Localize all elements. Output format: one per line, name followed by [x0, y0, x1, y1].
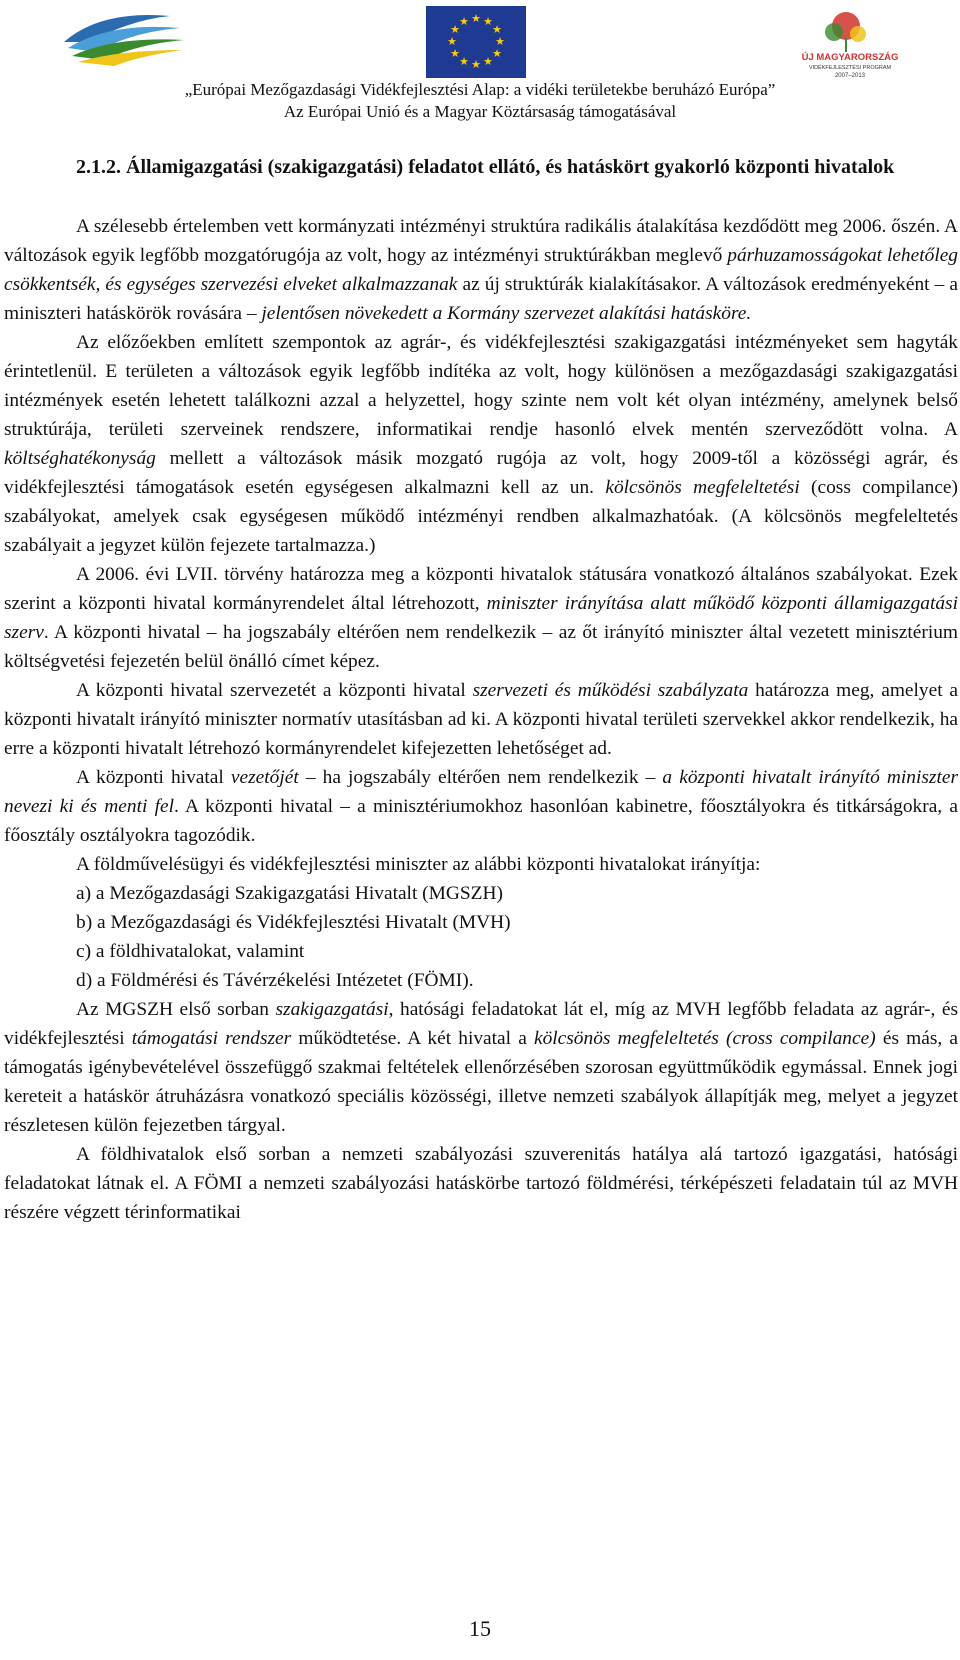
paragraph-8: A földhivatalok első sorban a nemzeti szabályozási szuverenitás hatálya alá tartozó igazgatási, hatósági feladatokat látnak el. A FÖMI a nemzeti szabályozási hatáskörbe tartozó földmérési, térképészeti feladatain túl az MVH részére végzett térinformatikai — [4, 1144, 958, 1223]
document-body — [4, 152, 958, 1227]
text-run: működtetése. A két hivatal a — [291, 1028, 534, 1049]
text-run: . A központi hivatal – ha jogszabály eltérően nem rendelkezik – az őt irányító miniszter által vezetett minisztérium költségvetési fejezetén belül önálló címet képez. — [4, 622, 958, 672]
text-run: és más, a támogatás igénybevételével összefüggő szakmai feltételek ellenőrzésében szorosan együttműködik egymással. Ennek jogi kereteit a hatáskör átruházásra vonatkozó speciális közösségi, illetve nemzeti szabályok állapítják meg, melyet a jegyzet részletesen külön fejezetben tárgyal. — [4, 1028, 959, 1136]
page-number: 15 — [469, 1616, 491, 1641]
text-run: A szélesebb értelemben vett kormányzati intézményi struktúra radikális átalakítása kezdődött meg 2006. őszén. A változások egyik legfőbb mozgatórugója az volt, hogy az intézményi struktúrákban meglevő — [4, 216, 958, 266]
logo-right-sub2: 2007–2013 — [834, 73, 866, 79]
italic-run: kölcsönös megfeleltetés (cross compilance) — [533, 1028, 876, 1049]
text-run: Az előzőekben említett szempontok az agrár-, és vidékfejlesztési szakigazgatási intézményeket sem hagyták érintetlenül. E területen a változások egyik legfőbb indítéka az volt, hogy különösen a mezőgazdasági szakigazgatási intézmények esetén lehetett találkozni azzal a helyzettel, hogy szinte nem volt két olyan intézmény, amelynek belső struktúrája, területi szerveinek rendszere, informatikai rendje hasonló elvek mentén szerveződött volna. A — [4, 332, 958, 440]
uj-magyarorszag-logo — [800, 2, 920, 90]
svg-text:★: ★ — [483, 15, 493, 28]
svg-text:★: ★ — [483, 55, 493, 68]
paragraph-3 — [4, 560, 958, 676]
paragraph-6: A földművelésügyi és vidékfejlesztési miniszter az alábbi központi hivatalokat irányítja: — [76, 854, 761, 875]
italic-run: költséghatékonyság — [4, 448, 156, 469]
text-run: A központi hivatal — [76, 767, 231, 788]
italic-run: szakigazgatási — [275, 999, 389, 1020]
svg-text:★: ★ — [459, 55, 469, 68]
text-run: mellett a változások másik mozgató rugója az volt, hogy 2009-től a közösségi agrár, és vidékfejlesztési támogatások esetén egységesen alkalmazni kell az un. — [4, 448, 958, 498]
svg-text:★: ★ — [459, 15, 469, 28]
italic-run: vezetőjét — [230, 767, 299, 788]
italic-run: támogatási rendszer — [131, 1028, 292, 1049]
paragraph-7 — [4, 995, 958, 1140]
text-run: az új struktúrák kialakításakor. A változások eredményeként – a miniszteri hatáskörök rovására – — [4, 274, 959, 324]
text-run: (coss compilance) szabályokat, amelyek csak egységesen működő intézményi rendben alkalmazhatóak. (A kölcsönös megfeleltetés szabályait a jegyzet külön fejezete tartalmazza.) — [4, 477, 958, 556]
italic-run: jelentősen növekedett a Kormány szervezet alakítási hatásköre. — [261, 303, 752, 324]
paragraph-1 — [4, 212, 958, 328]
svg-text:★: ★ — [495, 35, 505, 48]
italic-run: kölcsönös megfeleltetési — [605, 477, 800, 498]
text-run: A 2006. évi LVII. törvény határozza meg a központi hivatalok státusára vonatkozó általános szabályokat. Ezek szerint a központi hivatal kormányrendelet által létrehozott, — [4, 564, 958, 614]
text-run: , hatósági feladatokat lát el, míg az MVH legfőbb feladata az agrár-, és vidékfejlesztési — [4, 999, 958, 1049]
italic-run: miniszter irányítása alatt működő központi államigazgatási szerv — [4, 593, 958, 643]
svg-text:★: ★ — [450, 23, 460, 36]
svg-text:★: ★ — [471, 58, 481, 71]
text-run: – ha jogszabály eltérően nem rendelkezik – — [298, 767, 663, 788]
paragraph-2 — [4, 328, 958, 560]
logo-right-title: ÚJ MAGYARORSZÁG — [801, 52, 899, 63]
svg-text:★: ★ — [450, 47, 460, 60]
text-run: Az MGSZH első sorban — [76, 999, 276, 1020]
list-item: b) a Mezőgazdasági és Vidékfejlesztési Hivatalt (MVH) — [76, 912, 511, 933]
paragraph-5 — [4, 763, 958, 850]
text-run: . A központi hivatal – a minisztériumokhoz hasonlóan kabinetre, főosztályokra és titkárságokra, a főosztály osztályokra tagozódik. — [4, 796, 958, 846]
svg-text:★: ★ — [492, 23, 502, 36]
list-item: a) a Mezőgazdasági Szakigazgatási Hivatalt (MGSZH) — [76, 883, 503, 904]
section-heading: 2.1.2. Államigazgatási (szakigazgatási) feladatot ellátó, és hatáskört gyakorló központi hivatalok — [76, 156, 895, 178]
italic-run: a központi hivatalt irányító miniszter nevezi ki és menti fel — [4, 767, 958, 817]
svg-text:★: ★ — [492, 47, 502, 60]
svg-text:★: ★ — [447, 35, 457, 48]
svg-text:★: ★ — [471, 12, 481, 25]
header-line-2: Az Európai Unió és a Magyar Köztársaság támogatásával — [283, 102, 677, 121]
italic-run: párhuzamosságokat lehetőleg csökkentsék, és egységes szervezési elveket alkalmazzanak — [4, 245, 959, 295]
header-line-1: „Európai Mezőgazdasági Vidékfejlesztési Alap: a vidéki területekbe beruházó Európa” — [184, 80, 776, 99]
emva-logo — [60, 2, 190, 72]
text-run: A központi hivatal szervezetét a központi hivatal — [76, 680, 473, 701]
italic-run: szervezeti és működési szabályzata — [472, 680, 749, 701]
eu-flag-logo — [426, 6, 526, 78]
paragraph-4 — [4, 676, 958, 763]
text-run: határozza meg, amelyet a központi hivatalt irányító miniszter normatív utasításban ad ki. A központi hivatal területi szervekkel akkor rendelkezik, ha erre a központi hivatalt létrehozó kormányrendelet kifejezetten lehetőséget ad. — [4, 680, 958, 759]
list-item: c) a földhivatalokat, valamint — [76, 941, 305, 962]
logo-right-sub1: VIDÉKFEJLESZTÉSI PROGRAM — [808, 65, 892, 71]
list-item: d) a Földmérési és Távérzékelési Intézetet (FÖMI). — [76, 970, 474, 991]
